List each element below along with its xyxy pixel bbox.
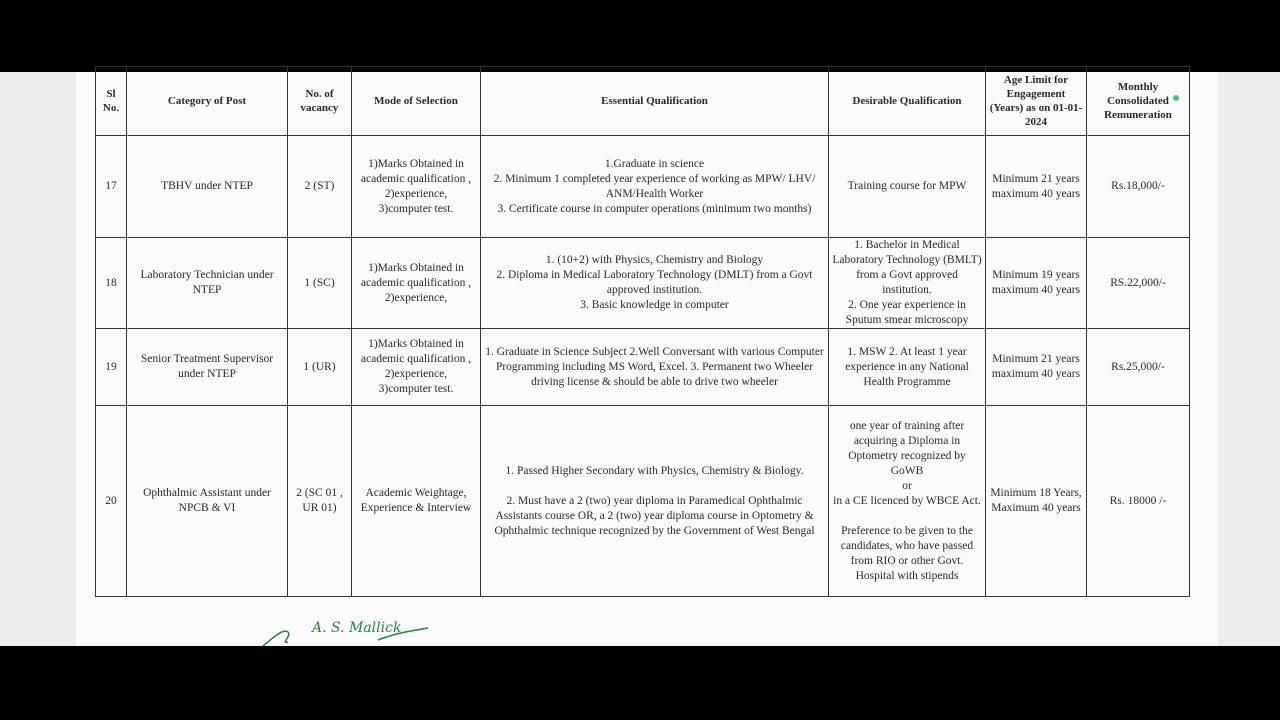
cell-desirable: one year of training after acquiring a Diploma in Optometry recognized by GoWB or in a CE licenced by WBCE Act. Preference to be given to the candidates, who have passed from RIO or other Govt. Hospital with stipends — [829, 406, 986, 597]
cell-desirable: Training course for MPW — [829, 136, 986, 238]
cell-pay: Rs.25,000/- — [1087, 329, 1190, 406]
cell-mode: 1)Marks Obtained in academic qualification , 2)experience, 3)computer test. — [352, 136, 481, 238]
table-row — [96, 406, 1190, 597]
header-row — [96, 67, 1190, 136]
cell-vacancy: 1 (UR) — [288, 329, 352, 406]
cell-vacancy: 2 (SC 01 , UR 01) — [288, 406, 352, 597]
header-mode: Mode of Selection — [352, 67, 481, 136]
cell-pay: Rs. 18000 /- — [1087, 406, 1190, 597]
cell-age: Minimum 18 Years, Maximum 40 years — [986, 406, 1087, 597]
green-marker-dot — [1173, 95, 1179, 101]
cell-age: Minimum 19 years maximum 40 years — [986, 238, 1087, 329]
table-row — [96, 238, 1190, 329]
cell-mode: 1)Marks Obtained in academic qualification , 2)experience, — [352, 238, 481, 329]
header-sl: Sl No. — [96, 67, 127, 136]
cell-post: Senior Treatment Supervisor under NTEP — [127, 329, 288, 406]
recruitment-table — [95, 66, 1190, 597]
cell-essential: 1. Graduate in Science Subject 2.Well Conversant with various Computer Programming including MS Word, Excel. 3. Permanent two Wheeler driving license & should be able to drive two wheeler — [481, 329, 829, 406]
cell-post: Ophthalmic Assistant under NPCB & VI — [127, 406, 288, 597]
cell-desirable: 1. MSW 2. At least 1 year experience in any National Health Programme — [829, 329, 986, 406]
header-age: Age Limit for Engagement (Years) as on 01-01-2024 — [986, 67, 1087, 136]
header-essential: Essential Qualification — [481, 67, 829, 136]
signature: A. S. Mallick — [312, 620, 402, 636]
cell-pay: RS.22,000/- — [1087, 238, 1190, 329]
header-pay: Monthly Consolidated Remuneration — [1087, 67, 1190, 136]
header-desirable: Desirable Qualification — [829, 67, 986, 136]
cell-essential: 1. (10+2) with Physics, Chemistry and Biology 2. Diploma in Medical Laboratory Technology (DMLT) from a Govt approved institution. 3. Basic knowledge in computer — [481, 238, 829, 329]
table-row — [96, 329, 1190, 406]
cell-pay: Rs.18,000/- — [1087, 136, 1190, 238]
cell-age: Minimum 21 years maximum 40 years — [986, 329, 1087, 406]
cell-age: Minimum 21 years maximum 40 years — [986, 136, 1087, 238]
cell-essential: 1.Graduate in science 2. Minimum 1 completed year experience of working as MPW/ LHV/ ANM/Health Worker 3. Certificate course in computer operations (minimum two months) — [481, 136, 829, 238]
cell-mode: 1)Marks Obtained in academic qualification , 2)experience, 3)computer test. — [352, 329, 481, 406]
header-vacancy: No. of vacancy — [288, 67, 352, 136]
cell-post: TBHV under NTEP — [127, 136, 288, 238]
cell-vacancy: 1 (SC) — [288, 238, 352, 329]
cell-mode: Academic Weightage, Experience & Interview — [352, 406, 481, 597]
cell-vacancy: 2 (ST) — [288, 136, 352, 238]
cell-sl: 18 — [96, 238, 127, 329]
header-post: Category of Post — [127, 67, 288, 136]
cell-post: Laboratory Technician under NTEP — [127, 238, 288, 329]
cell-sl: 20 — [96, 406, 127, 597]
cell-essential: 1. Passed Higher Secondary with Physics, Chemistry & Biology. 2. Must have a 2 (two) year diploma in Paramedical Ophthalmic Assistants course OR, a 2 (two) year diploma course in Optometry & Ophthalmic technique recognized by the Government of West Bengal — [481, 406, 829, 597]
cell-desirable: 1. Bachelor in Medical Laboratory Technology (BMLT) from a Govt approved institution. 2. One year experience in Sputum smear microscopy — [829, 238, 986, 329]
cell-sl: 17 — [96, 136, 127, 238]
cell-sl: 19 — [96, 329, 127, 406]
table-row — [96, 136, 1190, 238]
